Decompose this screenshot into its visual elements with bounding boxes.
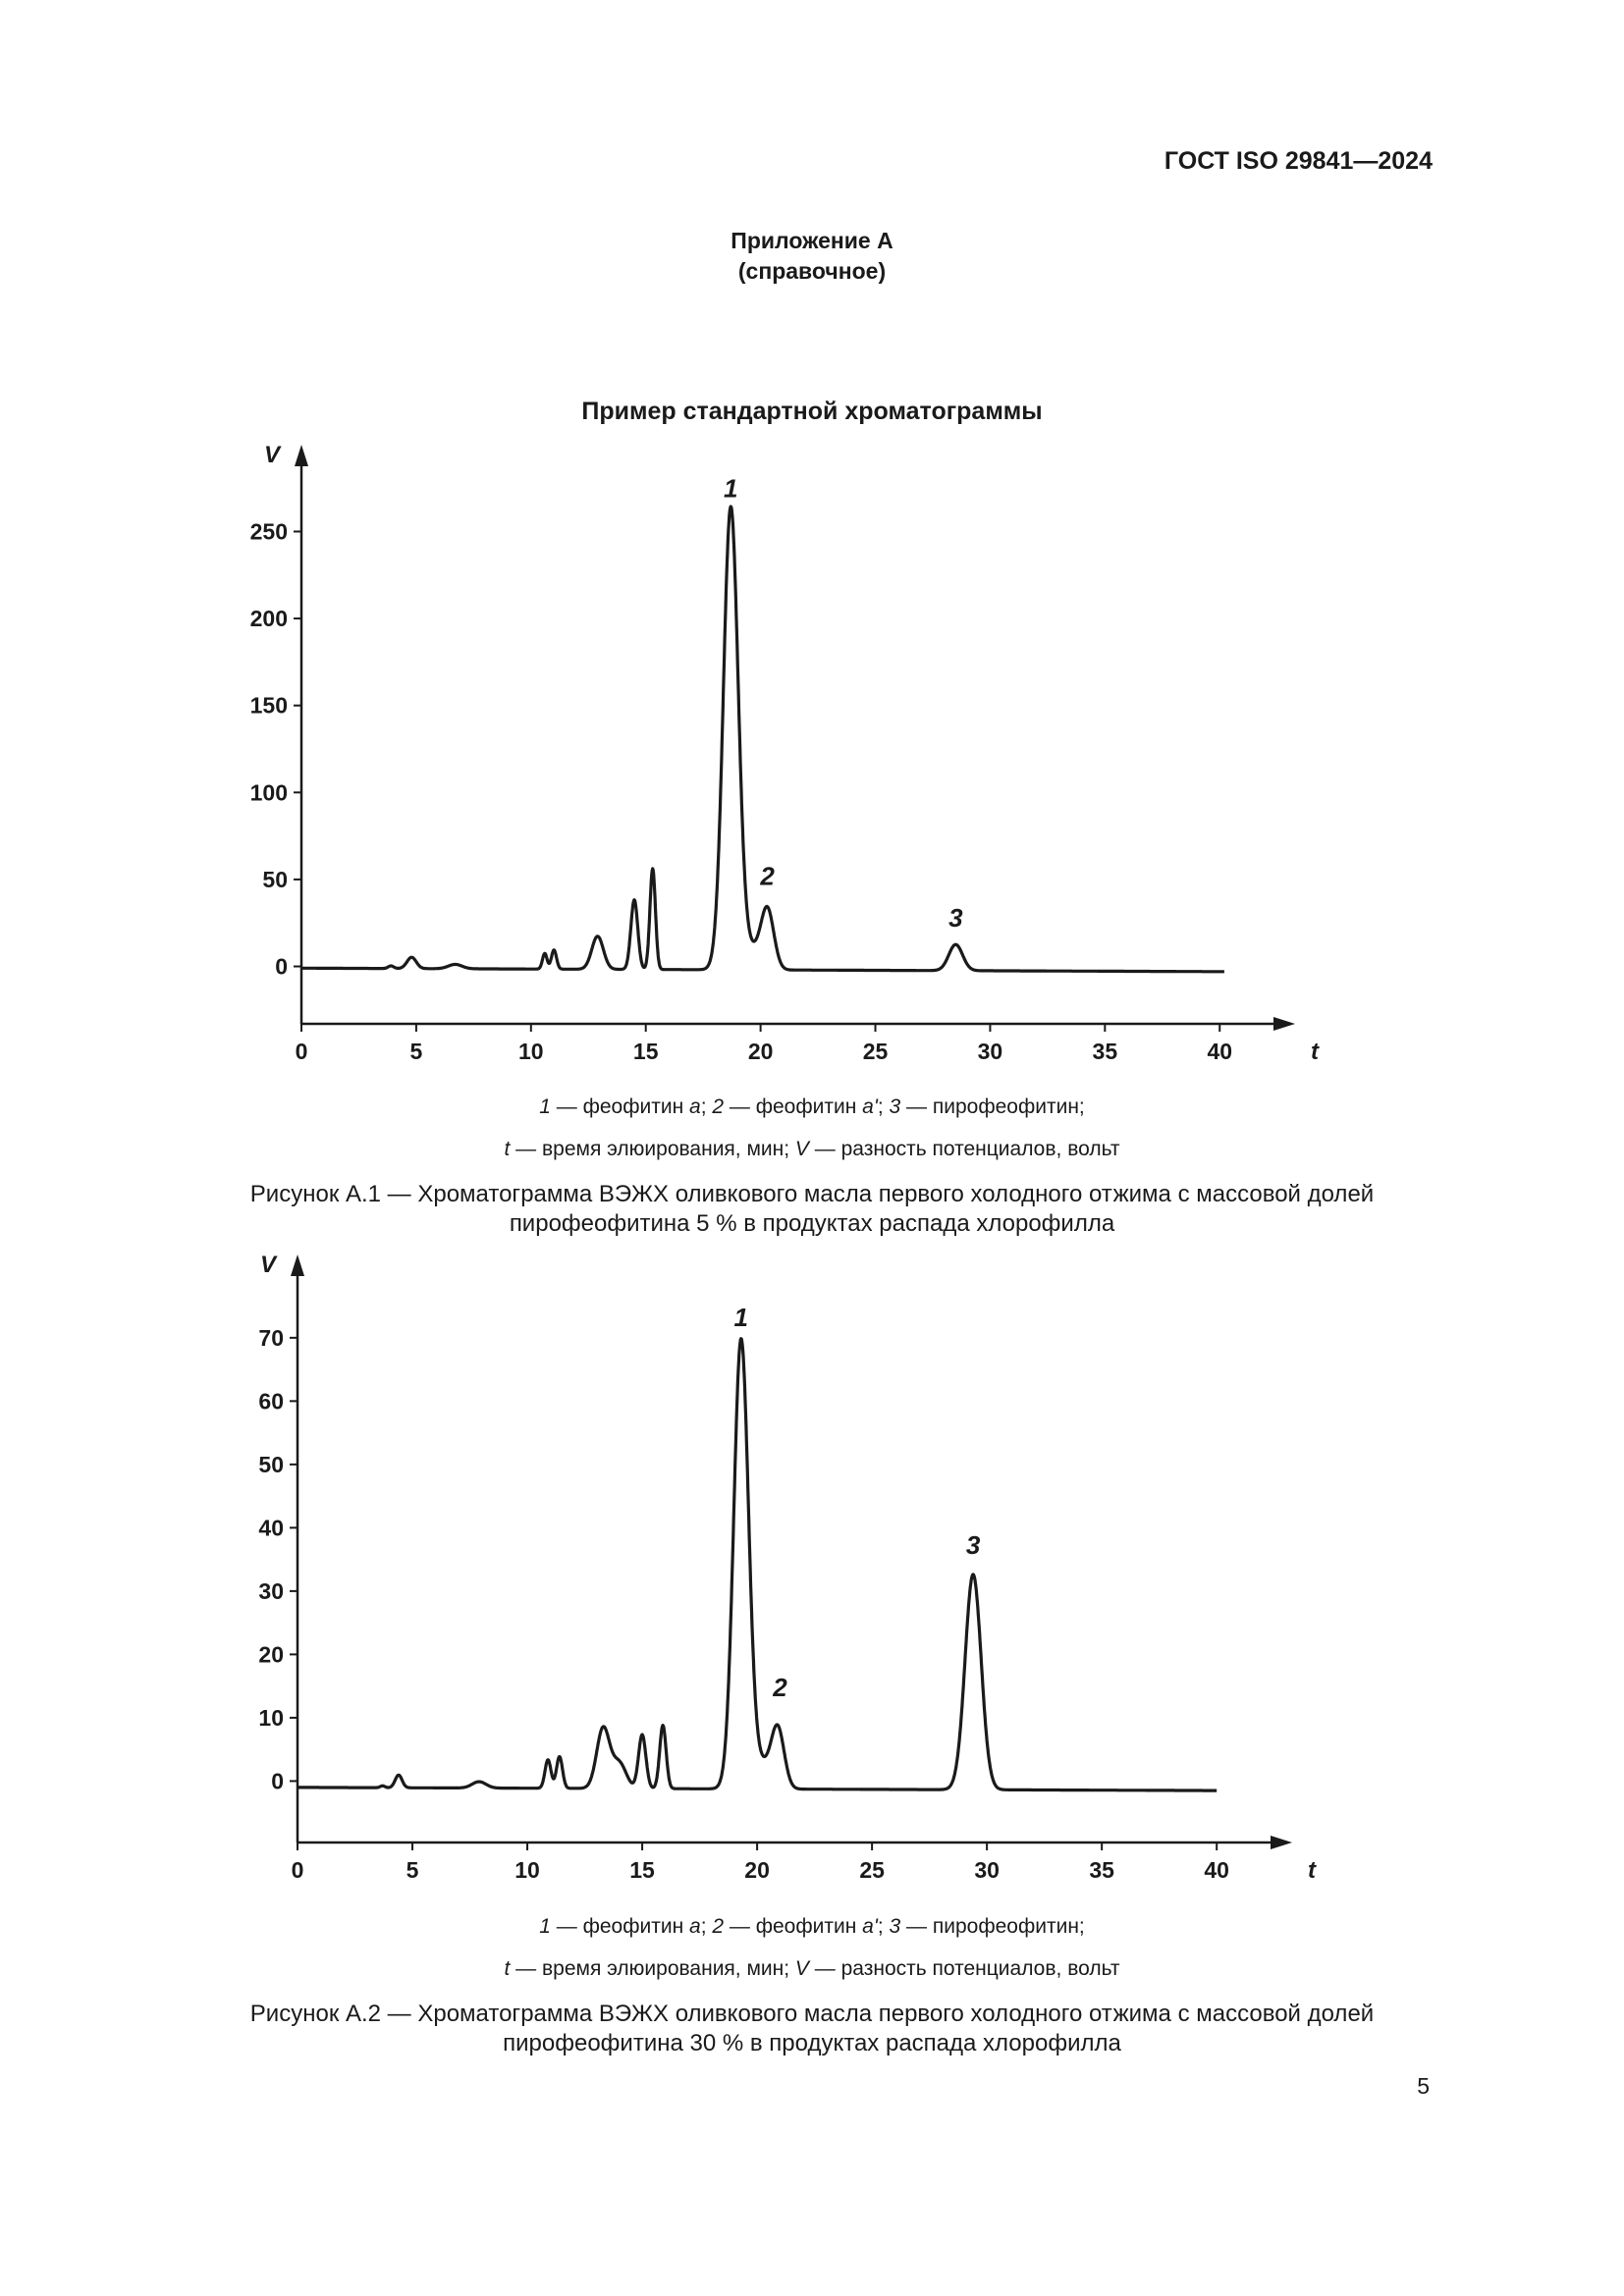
- y-tick-label: 70: [258, 1324, 284, 1351]
- legend-run: 3: [889, 1095, 901, 1118]
- legend-run: — феофитин: [724, 1915, 863, 1938]
- legend-run: a': [862, 1095, 878, 1118]
- legend-run: 2: [712, 1915, 725, 1938]
- x-tick-label: 5: [409, 1039, 423, 1064]
- y-tick-label: 50: [262, 866, 288, 892]
- legend-run: t: [504, 1138, 511, 1160]
- legend-run: — пирофеофитин;: [900, 1915, 1085, 1938]
- x-tick-label: 5: [406, 1857, 419, 1883]
- x-tick-label: 25: [859, 1857, 885, 1883]
- legend-run: — время элюирования, мин;: [510, 1138, 795, 1160]
- legend-run: — разность потенциалов, вольт: [808, 1138, 1120, 1160]
- y-tick-label: 100: [249, 779, 288, 806]
- legend-run: ;: [877, 1095, 890, 1118]
- peak-label: 3: [948, 903, 963, 934]
- legend-run: 1: [539, 1915, 551, 1938]
- legend-run: — феофитин: [550, 1915, 689, 1938]
- figure-2-caption-line-1: Рисунок А.2 — Хроматограмма ВЭЖХ оливкового масла первого холодного отжима с массовой долей: [249, 2001, 1375, 2027]
- figure-1-caption-line-2: пирофеофитина 5 % в продуктах распада хлорофилла: [509, 1210, 1115, 1237]
- legend-run: — феофитин: [550, 1095, 689, 1118]
- x-tick-label: 20: [744, 1857, 770, 1883]
- x-axis-label: t: [1308, 1857, 1316, 1884]
- x-tick-label: 35: [1089, 1857, 1114, 1883]
- figure-2-legend-line-1: [0, 1915, 1624, 1939]
- figure-2-legend-line-2: [0, 1957, 1624, 1981]
- annex-title: Приложение А: [731, 228, 893, 253]
- x-tick-label: 10: [518, 1039, 544, 1064]
- x-tick-label: 10: [514, 1857, 540, 1883]
- figure-2-caption: [0, 2000, 1624, 2058]
- peak-label: 2: [760, 861, 775, 891]
- x-tick-label: 15: [629, 1857, 655, 1883]
- x-tick-label: 15: [632, 1039, 659, 1064]
- figure-1-caption-line-1: Рисунок А.1 — Хроматограмма ВЭЖХ оливкового масла первого холодного отжима с массовой долей: [249, 1181, 1375, 1207]
- legend-run: t: [504, 1957, 511, 1980]
- legend-run: 1: [539, 1095, 551, 1118]
- x-axis-arrow: [1271, 1836, 1292, 1849]
- y-tick-label: 40: [258, 1515, 284, 1541]
- y-axis-label: V: [259, 1252, 277, 1278]
- peak-label: 1: [733, 1302, 748, 1332]
- y-tick-label: 10: [258, 1704, 284, 1731]
- x-tick-label: 35: [1092, 1039, 1118, 1064]
- x-tick-label: 25: [862, 1039, 889, 1064]
- legend-run: — пирофеофитин;: [900, 1095, 1085, 1118]
- legend-run: ;: [700, 1095, 713, 1118]
- x-tick-label: 0: [295, 1039, 308, 1064]
- y-axis-arrow: [291, 1255, 304, 1276]
- x-tick-label: 20: [747, 1039, 774, 1064]
- y-tick-label: 50: [258, 1451, 284, 1477]
- peak-label: 1: [723, 473, 738, 504]
- y-tick-label: 0: [271, 1768, 284, 1794]
- figure-2-caption-line-2: пирофеофитина 30 % в продуктах распада хлорофилла: [503, 2030, 1121, 2056]
- standard-designation: ГОСТ ISO 29841—2024: [1164, 147, 1433, 175]
- legend-run: ;: [877, 1915, 890, 1938]
- annex-status: (справочное): [737, 258, 887, 284]
- legend-run: V: [794, 1957, 809, 1980]
- x-tick-label: 40: [1204, 1857, 1229, 1883]
- legend-run: — феофитин: [724, 1095, 863, 1118]
- y-tick-label: 150: [249, 692, 288, 719]
- legend-run: — разность потенциалов, вольт: [808, 1957, 1120, 1980]
- y-tick-label: 200: [249, 606, 288, 632]
- chromatogram-trace: [298, 1339, 1217, 1790]
- y-tick-label: 0: [275, 953, 288, 980]
- peak-label: 2: [773, 1673, 787, 1703]
- legend-run: — время элюирования, мин;: [510, 1957, 795, 1980]
- legend-run: 3: [889, 1915, 901, 1938]
- x-tick-label: 30: [977, 1039, 1003, 1064]
- legend-run: a: [689, 1095, 701, 1118]
- y-tick-label: 250: [249, 518, 288, 545]
- x-tick-label: 0: [291, 1857, 304, 1883]
- y-axis-label: V: [263, 442, 281, 468]
- x-tick-label: 30: [974, 1857, 1000, 1883]
- x-axis-label: t: [1311, 1039, 1319, 1065]
- x-tick-label: 40: [1207, 1039, 1233, 1064]
- section-title: Пример стандартной хроматограммы: [581, 398, 1043, 425]
- legend-run: a': [862, 1915, 878, 1938]
- page-number: 5: [1417, 2073, 1430, 2099]
- legend-run: ;: [700, 1915, 713, 1938]
- legend-run: 2: [712, 1095, 725, 1118]
- peak-label: 3: [965, 1530, 981, 1561]
- y-tick-label: 30: [258, 1577, 284, 1604]
- y-tick-label: 60: [258, 1388, 284, 1415]
- legend-run: a: [689, 1915, 701, 1938]
- legend-run: V: [794, 1138, 809, 1160]
- y-tick-label: 20: [258, 1641, 284, 1668]
